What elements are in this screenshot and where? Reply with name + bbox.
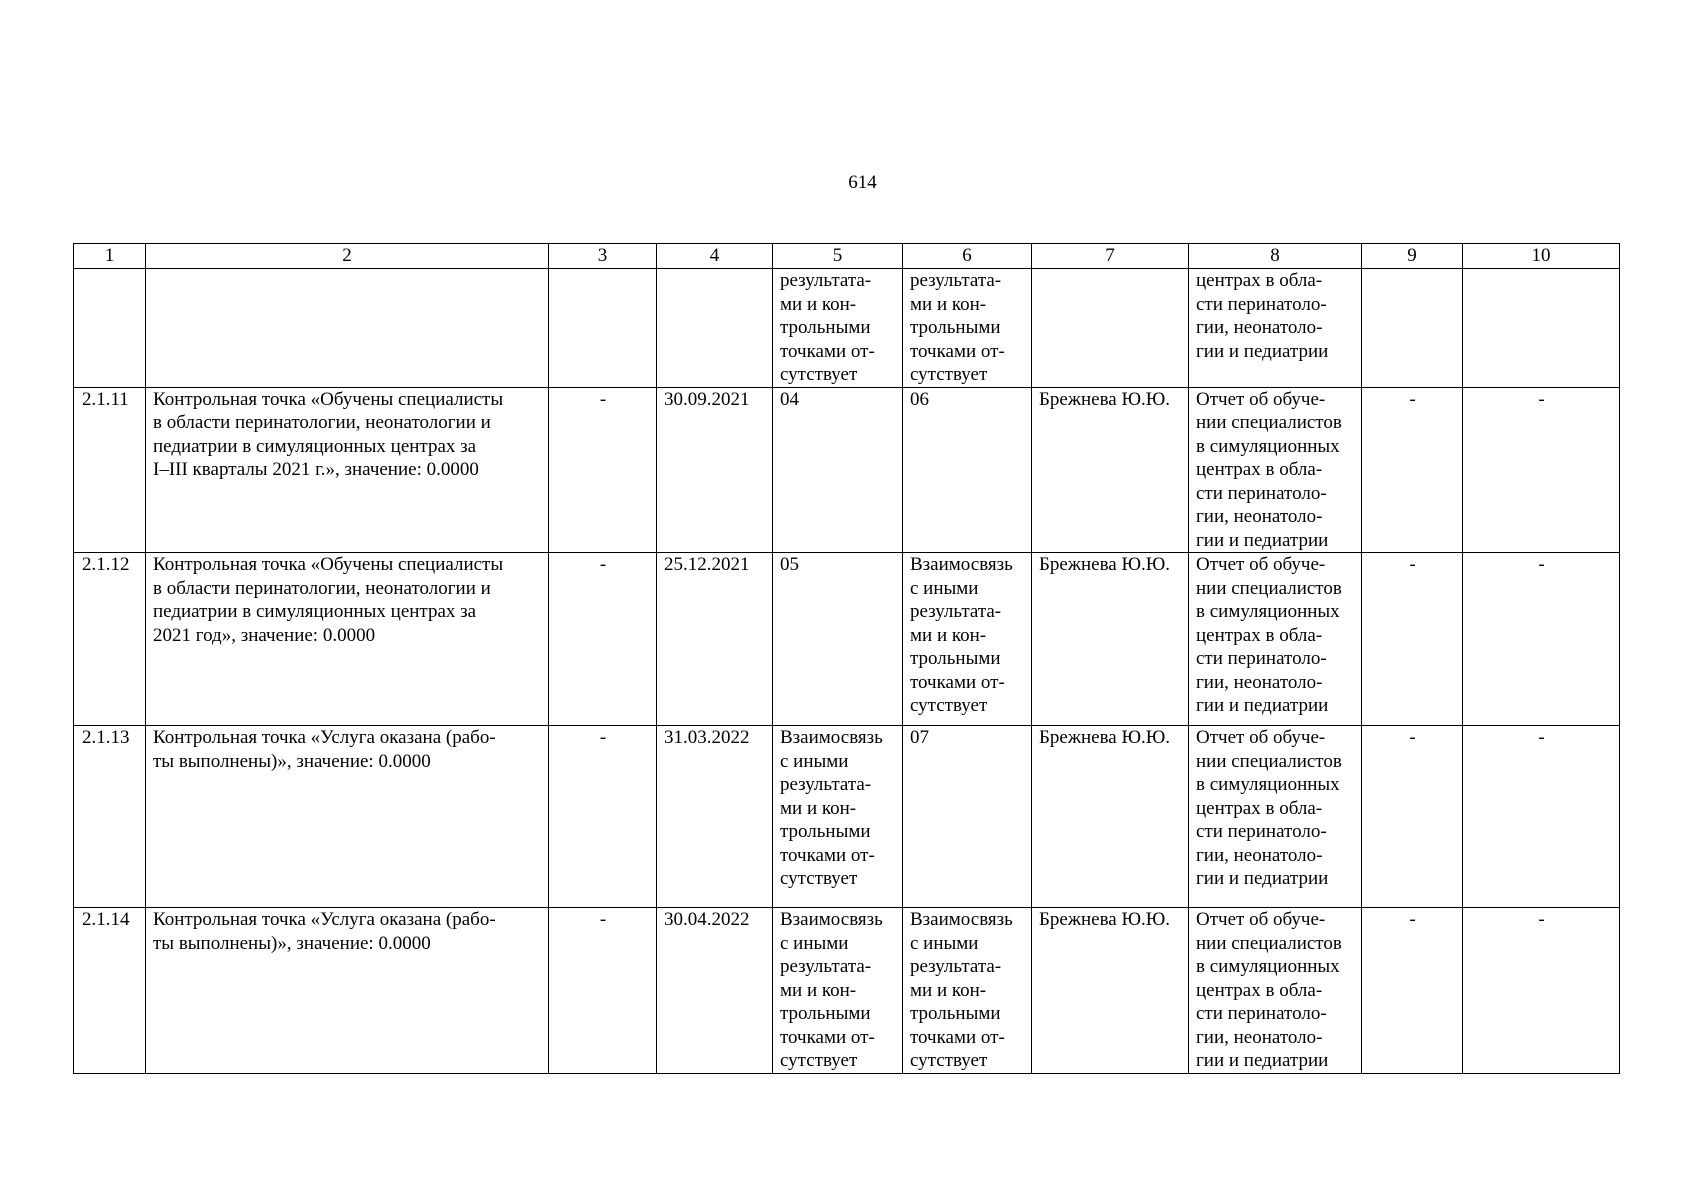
cell-name (146, 269, 549, 388)
cell-text-line: в области перинатологии, неонатологии и (153, 577, 491, 599)
cell-text-line: с иными (780, 932, 849, 954)
cell-text-line: педиатрии в симуляционных центрах за (153, 601, 477, 622)
cell-text-line: Взаимосвязь (910, 554, 1013, 575)
cell-text-line: 05 (780, 554, 799, 575)
cell-text-line: ми и кон- (780, 293, 857, 315)
cell-text-line: сутствует (910, 695, 988, 716)
cell-text-line: Взаимосвязь (910, 909, 1013, 930)
cell-name (146, 726, 549, 908)
cell-col3 (549, 269, 657, 388)
cell-text-line: Контрольная точка «Обучены специалисты (153, 388, 504, 410)
col-header-5: 5 (773, 244, 903, 269)
cell-col9: - (1362, 387, 1463, 553)
cell-text-line: I–III кварталы 2021 г.», значение: 0.0000 (153, 459, 479, 480)
cell-text-line: ми и кон- (910, 293, 987, 315)
table-row (74, 908, 1620, 1074)
cell-text-line: гии, неонатоло- (1196, 317, 1323, 338)
cell-text-line: нии специалистов (1196, 577, 1342, 599)
col-header-6: 6 (903, 244, 1032, 269)
cell-text-line: центрах в обла- (1196, 797, 1323, 819)
cell-text-line: гии, неонатоло- (1196, 671, 1323, 693)
cell-col3: - (549, 726, 657, 908)
cell-text-line: ми и кон- (780, 797, 857, 819)
cell-text-line: результата- (910, 270, 1002, 291)
cell-text-line: Взаимосвязь (780, 727, 883, 748)
cell-text-line: гии и педиатрии (1196, 868, 1329, 889)
cell-number: 2.1.12 (74, 553, 146, 726)
cell-responsible: Брежнева Ю.Ю. (1032, 726, 1189, 908)
cell-text-line: трольными (780, 317, 871, 338)
cell-text-line: результата- (780, 270, 872, 291)
cell-text-line: с иными (910, 577, 979, 599)
cell-text-line: Отчет об обуче- (1196, 727, 1326, 748)
cell-date: 31.03.2022 (657, 726, 773, 908)
cell-text-line: сти перинатоло- (1196, 648, 1327, 669)
cell-name (146, 553, 549, 726)
cell-text-line: сти перинатоло- (1196, 821, 1327, 842)
col-header-4: 4 (657, 244, 773, 269)
cell-text-line: гии и педиатрии (1196, 529, 1329, 551)
table-row (74, 553, 1620, 726)
cell-col10: - (1463, 726, 1620, 908)
cell-responsible: Брежнева Ю.Ю. (1032, 908, 1189, 1074)
cell-predecessor (773, 387, 903, 553)
cell-text-line: Контрольная точка «Услуга оказана (рабо- (153, 727, 496, 748)
cell-text-line: гии, неонатоло- (1196, 1026, 1323, 1048)
cell-text-line: сутствует (780, 1050, 858, 1071)
cell-col9: - (1362, 908, 1463, 1074)
cell-col10 (1463, 269, 1620, 388)
control-points-table (73, 243, 1620, 1074)
cell-text-line: в симуляционных (1196, 601, 1340, 622)
cell-date: 30.09.2021 (657, 387, 773, 553)
table-row (74, 387, 1620, 553)
cell-text-line: сти перинатоло- (1196, 293, 1327, 315)
cell-text-line: точками от- (910, 1026, 1005, 1048)
page-number: 614 (848, 172, 877, 193)
cell-date: 25.12.2021 (657, 553, 773, 726)
cell-col10: - (1463, 387, 1620, 553)
cell-col3: - (549, 908, 657, 1074)
cell-text-line: 07 (910, 727, 929, 748)
header-row (74, 244, 1620, 269)
cell-predecessor (773, 726, 903, 908)
cell-text-line: 06 (910, 388, 929, 410)
cell-text-line: ты выполнены)», значение: 0.0000 (153, 932, 431, 954)
cell-text-line: Отчет об обуче- (1196, 554, 1326, 575)
table-row (74, 269, 1620, 388)
col-header-8: 8 (1189, 244, 1362, 269)
cell-number: 2.1.13 (74, 726, 146, 908)
cell-text-line: сти перинатоло- (1196, 1003, 1327, 1024)
cell-col9: - (1362, 726, 1463, 908)
cell-text-line: гии и педиатрии (1196, 695, 1329, 716)
cell-text-line: центрах в обла- (1196, 459, 1323, 480)
cell-col3: - (549, 553, 657, 726)
cell-col9: - (1362, 553, 1463, 726)
cell-successor (903, 387, 1032, 553)
cell-number (74, 269, 146, 388)
cell-text-line: гии, неонатоло- (1196, 506, 1323, 527)
cell-text-line: гии и педиатрии (1196, 1050, 1329, 1071)
cell-text-line: нии специалистов (1196, 750, 1342, 772)
cell-col10: - (1463, 553, 1620, 726)
cell-text-line: в симуляционных (1196, 956, 1340, 977)
cell-successor (903, 726, 1032, 908)
cell-name (146, 908, 549, 1074)
cell-successor (903, 908, 1032, 1074)
cell-responsible: Брежнева Ю.Ю. (1032, 553, 1189, 726)
cell-text-line: трольными (910, 648, 1001, 669)
cell-text-line: трольными (910, 317, 1001, 338)
cell-text-line: Отчет об обуче- (1196, 909, 1326, 930)
cell-text-line: результата- (780, 774, 872, 795)
cell-text-line: центрах в обла- (1196, 979, 1323, 1001)
cell-text-line: ты выполнены)», значение: 0.0000 (153, 750, 431, 772)
cell-responsible (1032, 269, 1189, 388)
table-row (74, 726, 1620, 908)
cell-col9 (1362, 269, 1463, 388)
cell-number: 2.1.14 (74, 908, 146, 1074)
cell-text-line: Контрольная точка «Услуга оказана (рабо- (153, 909, 496, 930)
cell-text-line: сутствует (780, 364, 858, 385)
cell-text-line: в области перинатологии, неонатологии и (153, 412, 491, 433)
cell-text-line: в симуляционных (1196, 774, 1340, 795)
cell-text-line: гии, неонатоло- (1196, 844, 1323, 866)
cell-name (146, 387, 549, 553)
cell-document (1189, 908, 1362, 1074)
cell-text-line: сутствует (780, 868, 858, 889)
cell-text-line: результата- (910, 601, 1002, 622)
cell-text-line: сутствует (910, 1050, 988, 1071)
cell-successor (903, 269, 1032, 388)
cell-text-line: ми и кон- (910, 624, 987, 646)
cell-text-line: Взаимосвязь (780, 909, 883, 930)
cell-text-line: 2021 год», значение: 0.0000 (153, 624, 376, 646)
cell-document (1189, 553, 1362, 726)
cell-text-line: нии специалистов (1196, 932, 1342, 954)
cell-text-line: трольными (780, 821, 871, 842)
cell-text-line: трольными (910, 1003, 1001, 1024)
cell-document (1189, 726, 1362, 908)
cell-text-line: гии и педиатрии (1196, 340, 1329, 362)
col-header-2: 2 (146, 244, 549, 269)
col-header-3: 3 (549, 244, 657, 269)
col-header-7: 7 (1032, 244, 1189, 269)
cell-text-line: ми и кон- (780, 979, 857, 1001)
cell-text-line: сти перинатоло- (1196, 482, 1327, 504)
cell-document (1189, 269, 1362, 388)
cell-text-line: трольными (780, 1003, 871, 1024)
cell-text-line: точками от- (910, 671, 1005, 693)
cell-text-line: 04 (780, 388, 799, 410)
cell-text-line: с иными (780, 750, 849, 772)
cell-text-line: ми и кон- (910, 979, 987, 1001)
cell-responsible: Брежнева Ю.Ю. (1032, 387, 1189, 553)
cell-text-line: точками от- (780, 844, 875, 866)
cell-text-line: результата- (780, 956, 872, 977)
cell-text-line: сутствует (910, 364, 988, 385)
cell-text-line: нии специалистов (1196, 412, 1342, 433)
cell-text-line: педиатрии в симуляционных центрах за (153, 435, 477, 457)
cell-text-line: точками от- (780, 1026, 875, 1048)
table-body (74, 269, 1620, 1074)
cell-predecessor (773, 553, 903, 726)
cell-predecessor (773, 269, 903, 388)
cell-predecessor (773, 908, 903, 1074)
cell-successor (903, 553, 1032, 726)
cell-col3: - (549, 387, 657, 553)
cell-text-line: точками от- (780, 340, 875, 362)
cell-text-line: центрах в обла- (1196, 270, 1323, 291)
cell-text-line: Контрольная точка «Обучены специалисты (153, 554, 504, 575)
cell-text-line: Отчет об обуче- (1196, 388, 1326, 410)
col-header-10: 10 (1463, 244, 1620, 269)
col-header-1: 1 (74, 244, 146, 269)
cell-date (657, 269, 773, 388)
cell-number: 2.1.11 (74, 387, 146, 553)
cell-text-line: результата- (910, 956, 1002, 977)
cell-col10: - (1463, 908, 1620, 1074)
cell-text-line: точками от- (910, 340, 1005, 362)
cell-date: 30.04.2022 (657, 908, 773, 1074)
cell-text-line: центрах в обла- (1196, 624, 1323, 646)
cell-text-line: с иными (910, 932, 979, 954)
cell-document (1189, 387, 1362, 553)
col-header-9: 9 (1362, 244, 1463, 269)
cell-text-line: в симуляционных (1196, 435, 1340, 457)
